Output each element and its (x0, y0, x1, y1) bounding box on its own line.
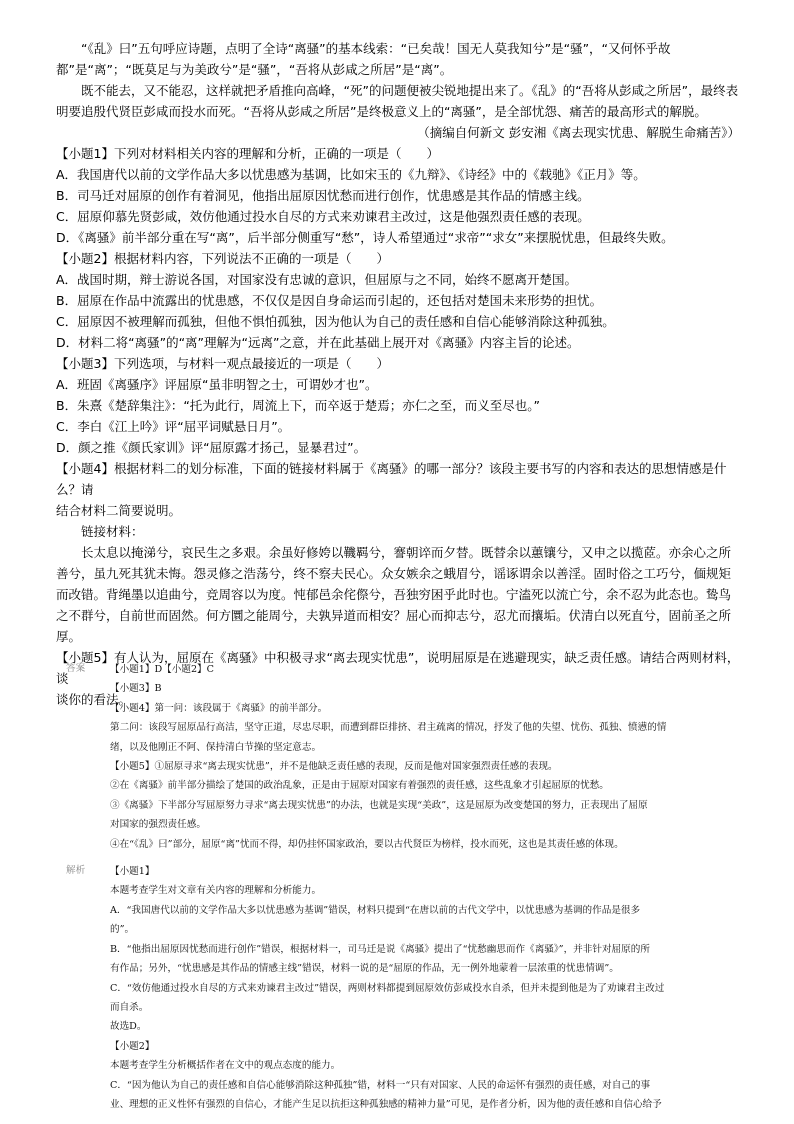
question-1-option-d: D．《离骚》前半部分重在写“离”，后半部分侧重写“愁”，诗人希望通过“求帝”“求女”来摆脱忧患，但最终失败。 (56, 230, 674, 245)
passage-source: （摘编自何新文 彭安湘《离去现实忧患、解脱生命痛苦》） (417, 125, 740, 140)
passage-paragraph-1: “《乱》曰”五句呼应诗题，点明了全诗“离骚”的基本线索：“已矣哉！国无人莫我知兮”是“骚”，“又何怀乎故都”是“离”；“既莫足与为美政兮”是“骚”，“吾将从彭咸之所居”是“离”。 (56, 41, 671, 77)
analysis-line: C．“因为他认为自己的责任感和自信心能够消除这种孤独”错，材料一“只有对国家、人民的命运怀有强烈的责任感，对自己的事 (110, 1079, 651, 1091)
question-3-option-b: B．朱熹《楚辞集注》：“托为此行，周流上下，而卒返于楚焉；亦仁之至，而义至尽也。” (56, 398, 541, 413)
question-5-stem-line-2: 谈你的看法。 (56, 692, 132, 707)
analysis-line: 有作品；另外，“忧患感是其作品的情感主线”错误，材料一说的是“屈原的作品，无一例外地蒙着一层浓重的忧患情调”。 (110, 963, 619, 975)
question-4-stem-line-1: 【小题4】根据材料二的划分标准，下面的链接材料属于《离骚》的哪一部分？该段主要书写的内容和表达的思想情感是什么？请 (56, 461, 727, 497)
analysis-line: 业、理想的正义性怀有强烈的自信心，才能产生足以抗拒这种孤独感的精神力量”可见，是作者分析，因为他的责任感和自信心给予 (110, 1098, 662, 1110)
answer-line: 对国家的强烈责任感。 (110, 819, 206, 831)
question-5-stem-line-1: 【小题5】有人认为，屈原在《离骚》中积极寻求“离去现实忧患”，说明屈原是在逃避现实，缺乏责任感。请结合两则材料，谈 (56, 650, 740, 686)
question-1-stem: 【小题1】下列对材料相关内容的理解和分析，正确的一项是（ ） (56, 146, 439, 161)
answer-block (66, 660, 740, 854)
analysis-line: C．“效仿他通过投水自尽的方式来劝谏君主改过”错误，两则材料都提到屈原效仿彭咸投水自杀，但并未提到他是为了劝谏君主改过 (110, 982, 665, 994)
question-3-option-d: D．颜之推《颜氏家训》评“屈原露才扬己，显暴君过”。 (56, 440, 367, 455)
question-document (56, 38, 740, 710)
answer-line: 【小题5】①屈原寻求“离去现实忧患”，并不是他缺乏责任感的表现，反而是他对国家强烈责任感的表现。 (110, 761, 558, 773)
answer-analysis-section (66, 660, 740, 1114)
analysis-line: B．“他指出屈原因忧愁而进行创作”错误，根据材料一，司马迁是说《离骚》提出了“忧愁幽思而作《离骚》”，并非针对屈原的所 (110, 943, 650, 955)
link-material-label: 链接材料： (81, 524, 144, 539)
question-2-option-c: C．屈原因不被理解而孤独，但他不惧怕孤独，因为他认为自己的责任感和自信心能够消除这种孤独。 (56, 314, 615, 329)
question-3-option-a: A．班固《离骚序》评屈原“虽非明智之士，可谓妙才也”。 (56, 377, 378, 392)
analysis-line: 的”。 (110, 924, 135, 936)
question-2-option-a: A．战国时期，辩士游说各国，对国家没有忠诚的意识，但屈原与之不同，始终不愿离开楚国。 (56, 272, 578, 287)
answer-line: 【小题4】第一问：该段属于《离骚》的前半部分。 (110, 702, 328, 714)
analysis-line: 【小题2】 (110, 1040, 155, 1052)
analysis-line: 故选D。 (110, 1021, 147, 1033)
answer-line: ④在“《乱》曰”部分，屈原“离”忧而不得，却仍挂怀国家政治，要以古代贤臣为榜样，投水而死，这也是其责任感的体现。 (110, 838, 624, 850)
analysis-line: 【小题1】 (110, 866, 155, 878)
answer-line: ③《离骚》下半部分写屈原努力寻求“离去现实忧患”的办法，也就是实现“美政”，这是屈原为改变楚国的努力，正表现出了屈原 (110, 799, 648, 811)
answer-line: 绪，以及他刚正不阿、保持清白节操的坚定意志。 (110, 741, 322, 753)
answer-line: 【小题1】D【小题2】C (110, 664, 214, 675)
question-3-option-c: C．李白《江上吟》评“屈平词赋悬日月”。 (56, 419, 291, 434)
question-2-stem: 【小题2】根据材料内容，下列说法不正确的一项是（ ） (56, 251, 389, 266)
answer-line: 【小题3】B (110, 683, 162, 695)
analysis-line: 而自杀。 (110, 1001, 149, 1013)
question-2-option-d: D．材料二将“离骚”的“离”理解为“远离”之意，并在此基础上展开对《离骚》内容主旨的论述。 (56, 335, 580, 350)
answer-label: 答案 (66, 663, 86, 674)
question-2-option-b: B．屈原在作品中流露出的忧患感，不仅仅是因自身命运而引起的，还包括对楚国未来形势的担忧。 (56, 293, 603, 308)
answer-line: 第二问：该段写屈原品行高洁，坚守正道，尽忠尽职，而遭到群臣排挤、君主疏离的情况，抒发了他的失望、忧伤、孤独、愤懑的情 (110, 722, 667, 734)
question-1-option-c: C．屈原仰慕先贤彭咸，效仿他通过投水自尽的方式来劝谏君主改过，这是他强烈责任感的表现。 (56, 209, 590, 224)
analysis-line: A．“我国唐代以前的文学作品大多以忧患感为基调”错误，材料只提到“在唐以前的古代文学中，以忧患感为基调的作品是很多 (110, 904, 641, 916)
analysis-line: 本题考查学生对文章有关内容的理解和分析能力。 (110, 885, 322, 897)
answer-line: ②在《离骚》前半部分描绘了楚国的政治乱象，正是由于屈原对国家有着强烈的责任感，这些乱象才引起屈原的忧愁。 (110, 780, 609, 792)
analysis-line: 本题考查学生分析概括作者在文中的观点态度的能力。 (110, 1060, 341, 1072)
analysis-block (66, 862, 740, 1114)
passage-paragraph-2: 既不能去，又不能忍，这样就把矛盾推向高峰，“死”的问题便被尖锐地提出来了。《乱》的“吾将从彭咸之所居”，最终表明要追殷代贤臣彭咸而投水而死。“吾将从彭咸之所居”是终极意义上的“离骚”，是全部忧怨、痛苦的最高形式的解脱。 (56, 83, 739, 119)
analysis-label: 解析 (66, 865, 86, 877)
question-1-option-b: B．司马迁对屈原的创作有着洞见，他指出屈原因忧愁而进行创作，忧患感是其作品的情感主线。 (56, 188, 590, 203)
question-1-option-a: A．我国唐代以前的文学作品大多以忧患感为基调，比如宋玉的《九辩》、《诗经》中的《载驰》《正月》等。 (56, 167, 646, 182)
question-3-stem: 【小题3】下列选项，与材料一观点最接近的一项是（ ） (56, 356, 389, 371)
question-4-stem-line-2: 结合材料二简要说明。 (56, 503, 182, 518)
link-material-text: 长太息以掩涕兮，哀民生之多艰。余虽好修姱以鞿羁兮，謇朝谇而夕替。既替余以蕙镶兮，又申之以揽茝。亦余心之所善兮，虽九死其犹未悔。怨灵修之浩荡兮，终不察夫民心。众女嫉余之蛾眉兮，谣诼谓余以善淫。固时俗之工巧兮，偭规矩而改错。背绳墨以追曲兮，竞周容以为度。忳郁邑余侘傺兮，吾独穷困乎此时也。宁溘死以流亡兮，余不忍为此态也。鸷鸟之不群兮，自前世而固然。何方圜之能周兮，夫孰异道而相安？屈心而抑志兮，忍尤而攘垢。伏清白以死直兮，固前圣之所厚。 (56, 545, 732, 644)
